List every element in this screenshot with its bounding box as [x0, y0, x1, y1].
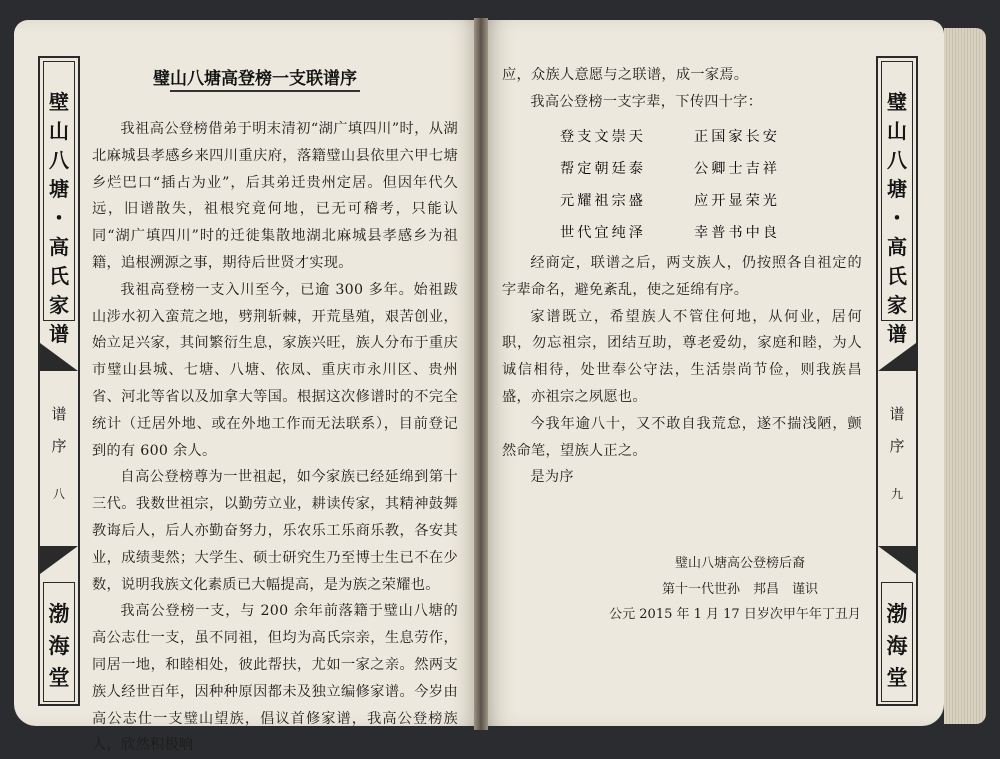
right-side-column — [876, 56, 918, 706]
left-side-column — [38, 56, 80, 706]
generation-row: 元耀祖宗盛 — [560, 193, 646, 209]
paragraph: 经商定，联谱之后，两支族人，仍按照各自祖定的字辈命名，避免紊乱，使之延绵有序。 — [502, 255, 862, 298]
page-title: 璧山八塘高登榜一支联谱序 — [153, 69, 357, 89]
generation-row: 世代宜纯泽 — [560, 225, 646, 241]
left-corner-ornament-bottom — [40, 546, 78, 574]
left-side-title: 壁 山 八 塘 ・ 高 氏 家 谱 — [49, 90, 69, 346]
paragraph: 我高公登榜一支，与 200 余年前落籍于璧山八塘的高公志仕一支，虽不同祖，但均为高氏宗亲，生息劳作，同居一地，和睦相处，彼此帮扶，尤如一家之亲。然两支族人经世百年，因种种原因都未及独立编修家谱。今岁由高公志仕一支璧山望族，倡议首修家谱，我高公登榜族人，欣然积极响 — [92, 603, 458, 754]
paragraph: 家谱既立，希望族人不管住何地，从何业，居何职，勿忘祖宗，团结互助，尊老爱幼，家庭和睦，为人诚信相待，处世奉公守法，生活崇尚节俭，则我族昌盛，亦祖宗之夙愿也。 — [502, 308, 862, 405]
left-page-number: 八 — [52, 487, 65, 501]
left-corner-ornament-top — [40, 343, 78, 371]
book-gutter — [474, 18, 488, 730]
signature-date: 公元 2015 年 1 月 17 日岁次甲午年丁丑月 — [609, 607, 861, 622]
generation-row: 正国家长安 — [694, 129, 780, 145]
generation-intro: 我高公登榜一支字辈，下传四十字： — [530, 93, 763, 110]
generation-row: 登支文崇天 — [560, 129, 646, 145]
paragraph: 我祖高登榜一支入川至今，已逾 300 多年。始祖跋山涉水初入蛮荒之地，劈荆斩棘，开荒垦殖，艰苦创业，始立足兴家，其间繁衍生息，家族兴旺，族人分布于重庆市璧山县城、七塘、八塘、依凤、重庆市永川区、贵州省、河北等省以及加拿大等国。根据这次修谱时的不完全统计（迁居外地、或在外地工作而无法联系），目前登记到的有 600 余人。 — [92, 281, 458, 459]
paragraph: 自高公登榜尊为一世祖起，如今家族已经延绵到第十三代。我数世祖宗，以勤劳立业，耕读传家，其精神鼓舞教诲后人，后人亦勤奋努力，乐农乐工乐商乐教，各安其业，成绩斐然；大学生、硕士研究生乃至博士生已不在少数，说明我族文化素质已大幅提高，是为族之荣耀也。 — [92, 469, 458, 593]
right-body — [502, 250, 862, 491]
paragraph-continuation: 应，众族人意愿与之联谱，成一家焉。 — [502, 67, 749, 83]
right-corner-ornament-top — [878, 343, 916, 371]
right-body-top — [502, 62, 862, 116]
closing-line: 是为序 — [530, 469, 574, 486]
left-side-section: 谱 序 — [51, 405, 67, 455]
signature-line-1: 璧山八塘高公登榜后裔 — [674, 556, 805, 571]
paragraph: 今我年逾八十，又不敢自我荒怠，遂不揣浅陋，颤然命笔，望族人正之。 — [502, 415, 862, 459]
generation-row: 幸普书中良 — [694, 225, 780, 241]
right-side-section: 谱 序 — [889, 405, 905, 455]
paragraph: 我祖高公登榜借弟于明末清初“湖广填四川”时，从湖北麻城县孝感乡来四川重庆府，落籍璧山县依里六甲七塘乡烂巴口“插占为业”，后其弟迁贵州定居。但因年代久远，旧谱散失，祖根究竟何地，已无可稽考，只能认同“湖广填四川”时的迁徙集散地湖北麻城县孝感乡为祖籍，追根溯源之事，期待后世贤才实现。 — [92, 121, 458, 271]
right-page-number: 九 — [890, 487, 903, 501]
right-hall-name: 渤 海 堂 — [886, 602, 908, 690]
generation-row: 帮定朝廷泰 — [560, 161, 646, 177]
left-hall-name: 渤 海 堂 — [48, 602, 70, 690]
left-body — [92, 116, 458, 759]
signature-line-2: 第十一代世孙 邦昌 谨识 — [661, 582, 818, 597]
right-side-title: 璧 山 八 塘 ・ 高 氏 家 谱 — [887, 90, 907, 346]
page-edges — [944, 28, 986, 724]
title-underline — [170, 90, 360, 92]
generation-row: 公卿士吉祥 — [694, 161, 780, 177]
generation-row: 应开显荣光 — [694, 193, 780, 209]
right-corner-ornament-bottom — [878, 546, 916, 574]
